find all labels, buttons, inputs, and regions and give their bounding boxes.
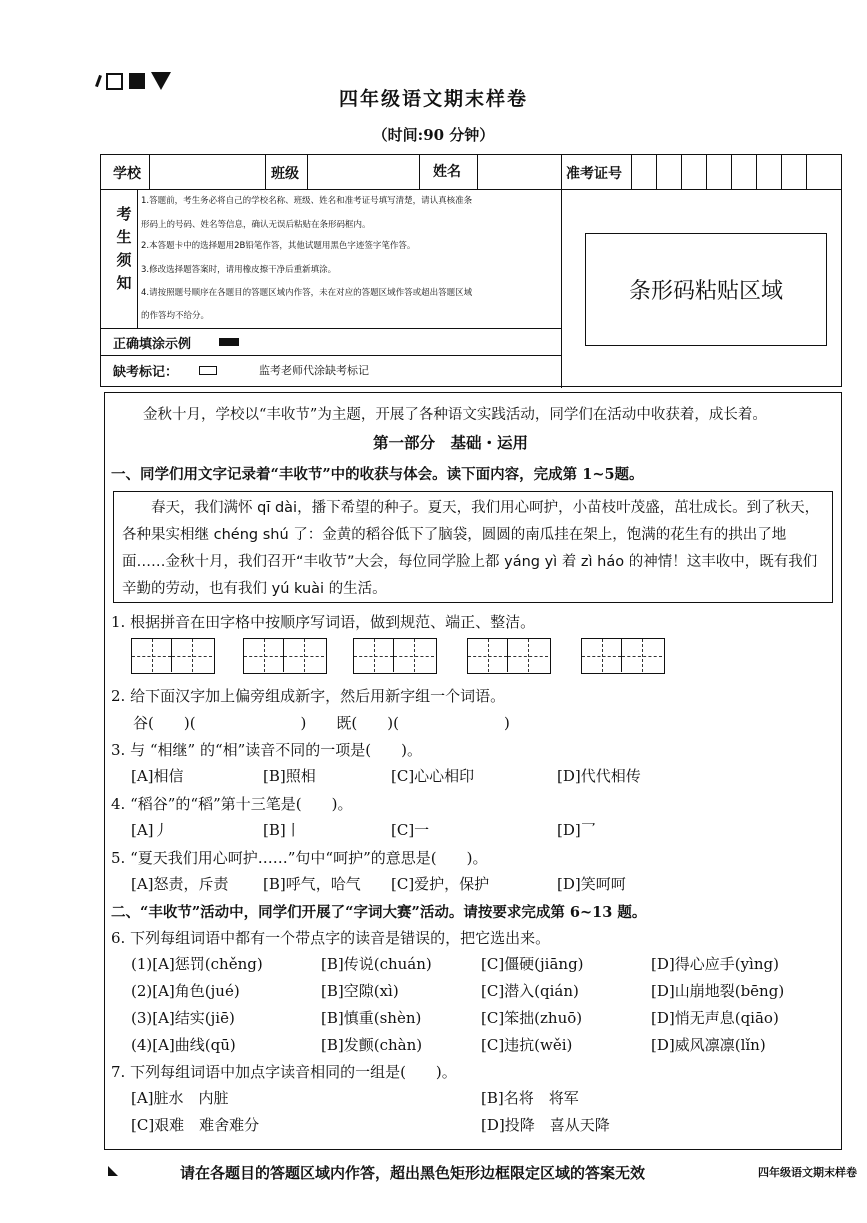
section1-heading: 一、同学们用文字记录着“丰收节”中的收获与体会。读下面内容，完成第 1~5题。 [111,466,644,483]
page-title: 四年级语文期末样卷 [338,88,528,110]
notice-line-5: 4.请按照题号顺序在各题目的答题区域内作答，未在对应的答题区域作答或超出答题区域 [141,288,473,298]
q6-row1-b[interactable]: [B]传说(chuán) [321,955,432,973]
question-2: 2. 给下面汉字加上偏旁组成新字，然后用新字组一个词语。 [111,687,506,705]
writing-grid-1[interactable] [131,638,215,674]
q6-row3-d[interactable]: [D]悄无声息(qiāo) [651,1009,779,1027]
reading-passage [113,491,833,603]
q7-option-a[interactable]: [A]脏水 内脏 [131,1089,229,1107]
school-field[interactable] [149,156,265,188]
q6-row3-c[interactable]: [C]笨拙(zhuō) [481,1009,583,1027]
q3-option-b[interactable]: [B]照相 [263,767,316,785]
q6-row3-b[interactable]: [B]慎重(shèn) [321,1009,422,1027]
section2-heading: 二、“丰收节”活动中，同学们开展了“字词大赛”活动。请按要求完成第 6~13 题。 [111,904,647,921]
q4-option-a[interactable]: [A]丿 [131,821,169,839]
corner-mark-icon [108,1166,118,1176]
barcode-area: 条形码粘贴区域 [585,233,827,346]
q7-option-d[interactable]: [D]投降 喜从天降 [481,1116,610,1134]
question-6: 6. 下列每组词语中都有一个带点字的读音是错误的，把它选出来。 [111,929,551,947]
q3-option-c[interactable]: [C]心心相印 [391,767,475,785]
notice-line-2: 形码上的号码、姓名等信息，确认无误后粘贴在条形码框内。 [141,220,371,230]
notice-line-1: 1.答题前，考生务必将自己的学校名称、班级、姓名和准考证号填写清楚，请认真核准条 [141,196,473,206]
q6-row4-a[interactable]: (4)[A]曲线(qū) [131,1036,236,1054]
q6-row4-d[interactable]: [D]威风凛凛(lǐn) [651,1036,766,1054]
q5-option-d[interactable]: [D]笑呵呵 [557,875,626,893]
q5-option-b[interactable]: [B]呼气，哈气 [263,875,361,893]
exam-number-label: 准考证号 [566,166,622,182]
writing-grid-5[interactable] [581,638,665,674]
class-field[interactable] [307,156,419,188]
q3-option-d[interactable]: [D]代代相传 [557,767,641,785]
name-field[interactable] [477,156,561,188]
answer-area [104,392,842,1150]
writing-grid-2[interactable] [243,638,327,674]
question-3: 3. 与 “相继” 的“相”读音不同的一项是( )。 [111,741,422,759]
absent-mark-note: 监考老师代涂缺考标记 [259,364,369,377]
correct-fill-label: 正确填涂示例 [113,337,192,352]
correct-fill-example [219,338,239,346]
exam-time: （时间:90 分钟） [372,126,495,144]
q6-row2-b[interactable]: [B]空隙(xì) [321,982,399,1000]
q6-row4-b[interactable]: [B]发颤(chàn) [321,1036,423,1054]
question-4: 4. “稻谷”的“稻”第十三笔是( )。 [111,795,353,813]
q6-row1-d[interactable]: [D]得心应手(yìng) [651,955,779,973]
exam-number-field[interactable] [631,156,841,188]
school-label: 学校 [113,166,141,182]
q4-option-b[interactable]: [B]丨 [263,821,301,839]
notice-line-3: 2.本答题卡中的选择题用2B铅笔作答，其他试题用黑色字迹签字笔作答。 [141,241,416,251]
absent-mark-box[interactable] [199,366,217,375]
writing-grid-4[interactable] [467,638,551,674]
q7-option-c[interactable]: [C]艰难 难舍难分 [131,1116,260,1134]
q6-row1-c[interactable]: [C]僵硬(jiāng) [481,955,584,973]
notice-line-4: 3.修改选择题答案时，请用橡皮擦干净后重新填涂。 [141,265,337,275]
question-7: 7. 下列每组词语中加点字读音相同的一组是( )。 [111,1063,457,1081]
name-label: 姓名 [433,164,461,180]
q3-option-a[interactable]: [A]相信 [131,767,184,785]
class-label: 班级 [271,166,299,182]
q6-row2-d[interactable]: [D]山崩地裂(bēng) [651,982,785,1000]
q6-row1-a[interactable]: (1)[A]惩罚(chěng) [131,955,263,973]
absent-mark-label: 缺考标记： [113,365,179,380]
notice-line-6: 的作答均不给分。 [141,311,210,321]
question-5: 5. “夏天我们用心呵护……”句中“呵护”的意思是( )。 [111,849,488,867]
intro-text: 金秋十月，学校以“丰收节”为主题，开展了各种语文实践活动，同学们在活动中收获着，成长着。 [143,407,767,423]
q4-option-c[interactable]: [C]一 [391,821,430,839]
q4-option-d[interactable]: [D]乛 [557,821,596,839]
q6-row2-c[interactable]: [C]潜入(qián) [481,982,579,1000]
passage-text: 春天，我们满怀 qī dài，播下希望的种子。夏天，我们用心呵护，小苗枝叶茂盛，茁壮成长。到了秋天，各种果实相继 chéng shú 了：金黄的稻谷低下了脑袋，圆圆的南瓜挂在架上，饱满的花生有的拱出了地面……金秋十月，我们召开“丰收节”大会，每位同学脸上都 yáng yì 着 zì háo 的神情！这丰收中，既有我们辛勤的劳动，也有我们 yú kuài 的生活。 [122,500,820,597]
q7-option-b[interactable]: [B]名将 将军 [481,1089,579,1107]
q6-row2-a[interactable]: (2)[A]角色(jué) [131,982,240,1000]
footer-page-label: 四年级语文期末样卷 [758,1166,857,1179]
q6-row4-c[interactable]: [C]违抗(wěi) [481,1036,573,1054]
part1-heading: 第一部分 基础・运用 [373,433,529,452]
footer-note: 请在各题目的答题区域内作答，超出黑色矩形边框限定区域的答案无效 [180,1164,646,1182]
notice-label: 考生须知 [116,205,132,292]
q5-option-c[interactable]: [C]爱护，保护 [391,875,490,893]
q6-row3-a[interactable]: (3)[A]结实(jiē) [131,1009,235,1027]
question-2-blanks[interactable]: 谷( )( ) 既( )( ) [133,714,510,732]
candidate-info-table [100,154,842,387]
q5-option-a[interactable]: [A]怒责，斥责 [131,875,229,893]
writing-grid-3[interactable] [353,638,437,674]
question-1: 1. 根据拼音在田字格中按顺序写词语，做到规范、端正、整洁。 [111,613,536,631]
